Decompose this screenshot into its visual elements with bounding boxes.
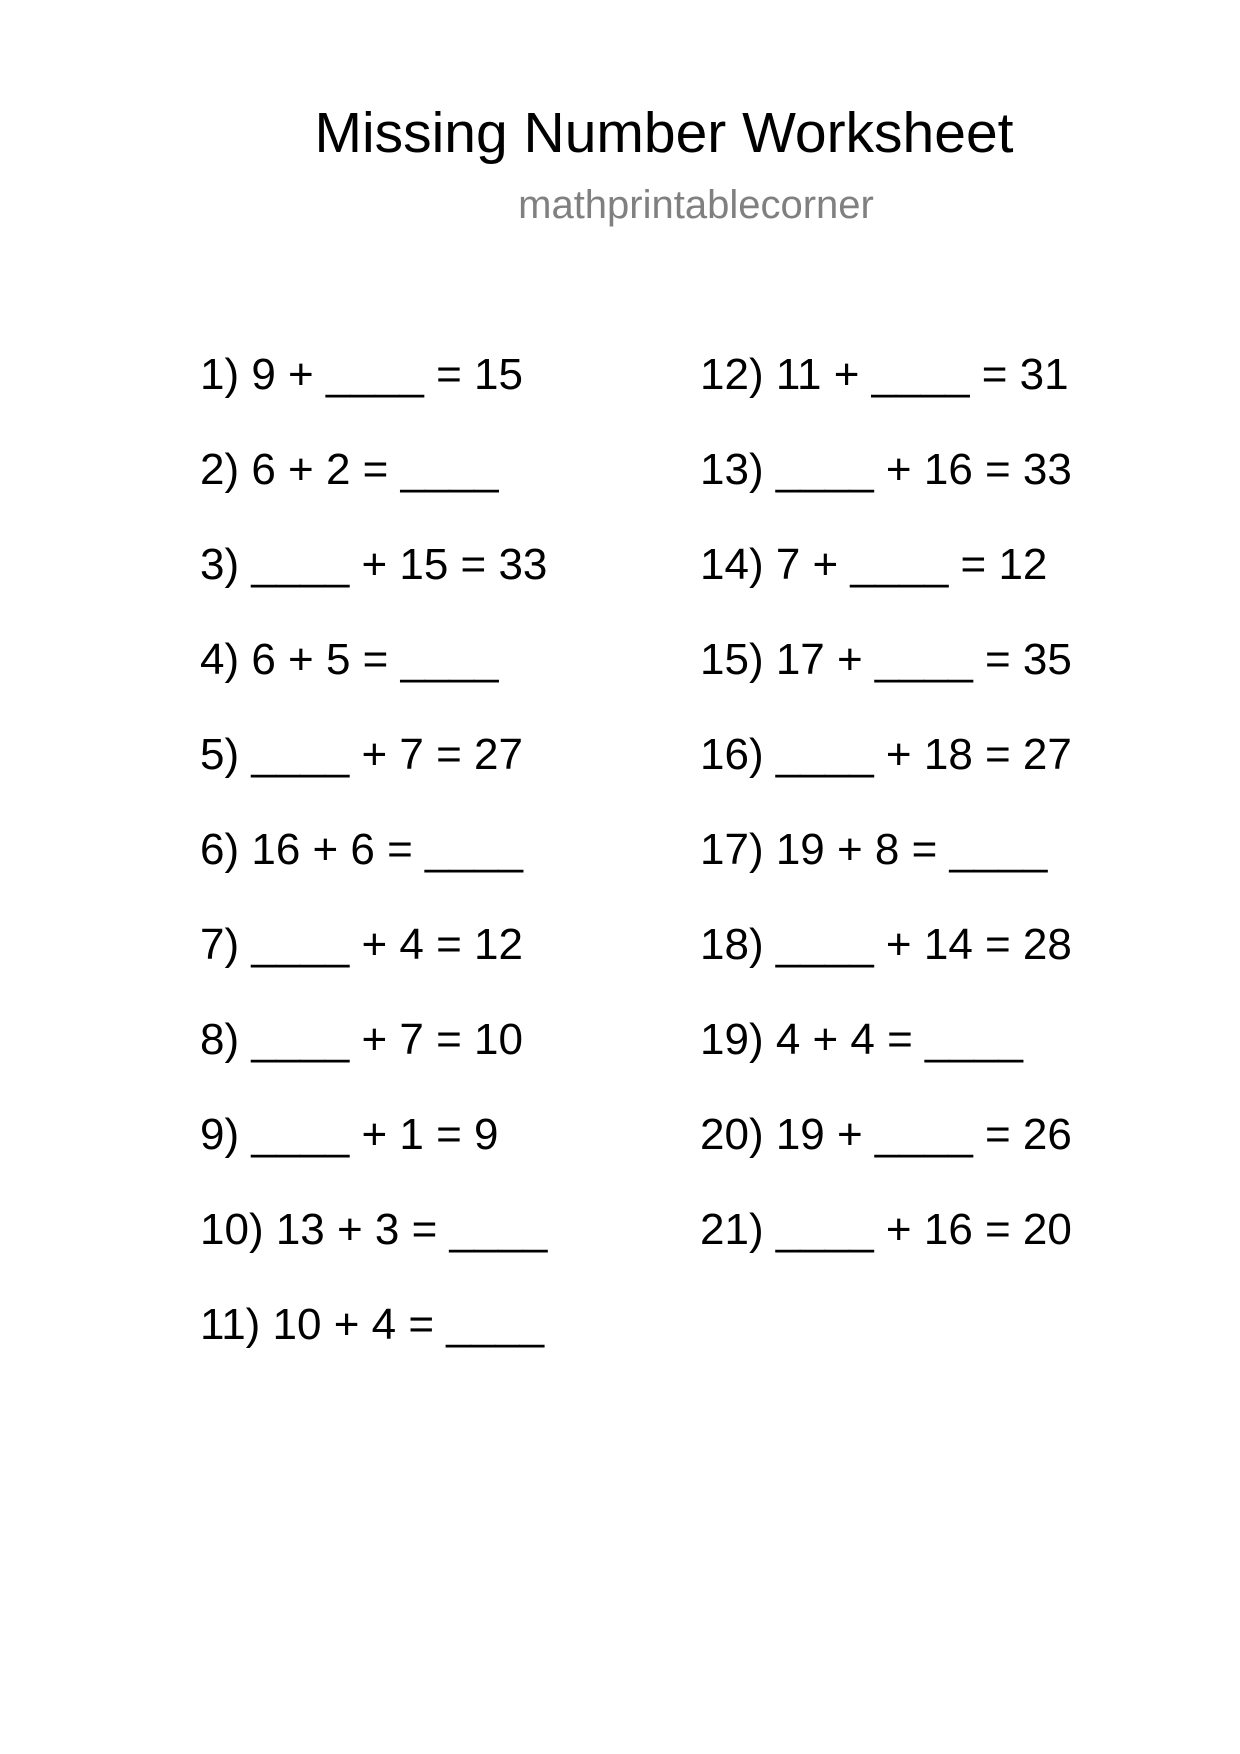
problem-16: 16) ____ + 18 = 27 xyxy=(700,730,1072,779)
problem-7: 7) ____ + 4 = 12 xyxy=(200,920,523,969)
problem-18: 18) ____ + 14 = 28 xyxy=(700,920,1072,969)
problem-12: 12) 11 + ____ = 31 xyxy=(700,350,1069,399)
problems-left-column xyxy=(200,345,547,1390)
problem-9: 9) ____ + 1 = 9 xyxy=(200,1110,499,1159)
problem-8: 8) ____ + 7 = 10 xyxy=(200,1015,523,1064)
problem-4: 4) 6 + 5 = ____ xyxy=(200,635,499,684)
problem-3: 3) ____ + 15 = 33 xyxy=(200,540,548,589)
problem-6: 6) 16 + 6 = ____ xyxy=(200,825,523,874)
problem-20: 20) 19 + ____ = 26 xyxy=(700,1110,1072,1159)
problem-21: 21) ____ + 16 = 20 xyxy=(700,1205,1072,1254)
problem-10: 10) 13 + 3 = ____ xyxy=(200,1205,548,1254)
problem-11: 11) 10 + 4 = ____ xyxy=(200,1300,545,1349)
problem-17: 17) 19 + 8 = ____ xyxy=(700,825,1048,874)
worksheet-title: Missing Number Worksheet xyxy=(314,101,1014,165)
problem-5: 5) ____ + 7 = 27 xyxy=(200,730,523,779)
problem-19: 19) 4 + 4 = ____ xyxy=(700,1015,1023,1064)
problem-1: 1) 9 + ____ = 15 xyxy=(200,350,523,399)
problems-right-column xyxy=(700,345,1072,1295)
problem-14: 14) 7 + ____ = 12 xyxy=(700,540,1048,589)
problem-2: 2) 6 + 2 = ____ xyxy=(200,445,499,494)
problem-15: 15) 17 + ____ = 35 xyxy=(700,635,1072,684)
problem-13: 13) ____ + 16 = 33 xyxy=(700,445,1072,494)
worksheet-subtitle: mathprintablecorner xyxy=(518,183,874,227)
